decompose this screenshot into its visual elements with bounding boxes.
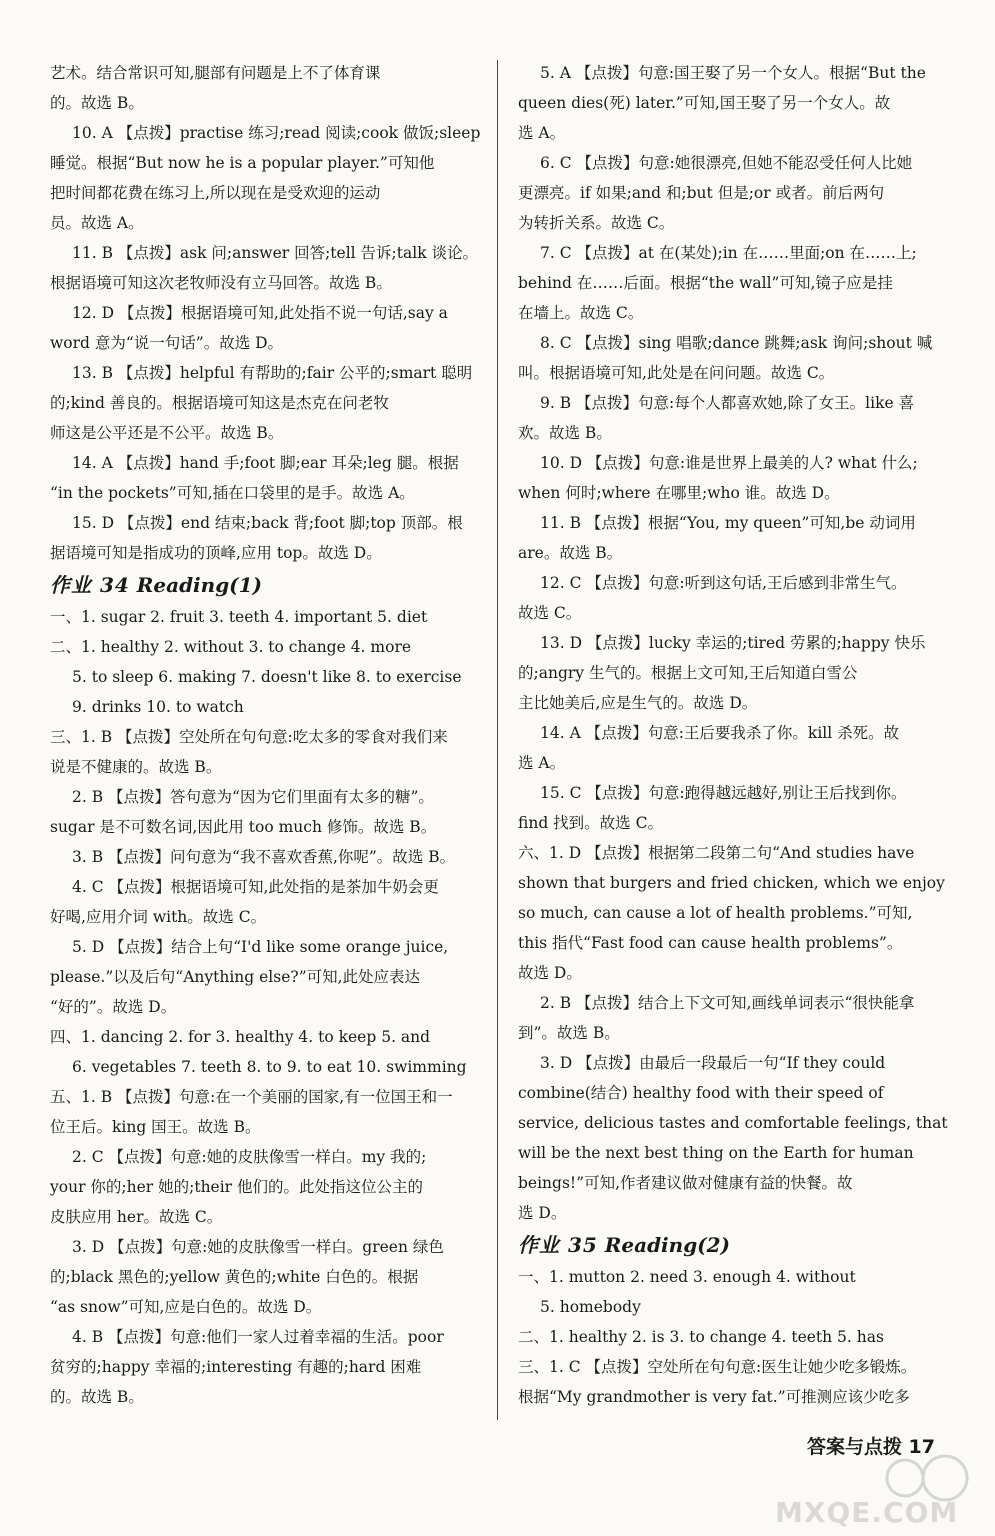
answer-line: queen dies(死) later.”可知,国王娶了另一个女人。故 bbox=[518, 94, 891, 112]
section-title: Reading(2) bbox=[604, 1233, 731, 1257]
answer-line: 睡觉。根据“But now he is a popular player.”可知他 bbox=[50, 154, 435, 172]
answer-line: 三、1. C 【点拨】空处所在句句意:医生让她少吃多锻炼。 bbox=[518, 1358, 917, 1376]
answer-line: behind 在……后面。根据“the wall”可知,镜子应是挂 bbox=[518, 274, 893, 292]
answer-line: 6. vegetables 7. teeth 8. to 9. to eat 10. swimming bbox=[72, 1058, 467, 1076]
page-footer: 答案与点拨 17 bbox=[806, 1436, 935, 1458]
answer-line: 3. D 【点拨】句意:她的皮肤像雪一样白。green 绿色 bbox=[72, 1238, 444, 1256]
watermark-text: MXQE.COM bbox=[775, 1496, 959, 1529]
answer-line: 三、1. B 【点拨】空处所在句句意:吃太多的零食对我们来 bbox=[50, 728, 448, 746]
answer-line: 6. C 【点拨】句意:她很漂亮,但她不能忍受任何人比她 bbox=[540, 154, 913, 172]
answer-line: 根据“My grandmother is very fat.”可推测应该少吃多 bbox=[518, 1388, 910, 1406]
answer-line: 15. C 【点拨】句意:跑得越远越好,别让王后找到你。 bbox=[540, 784, 907, 802]
answer-line: 二、1. healthy 2. without 3. to change 4. more bbox=[50, 638, 412, 656]
answer-line: 皮肤应用 her。故选 C。 bbox=[50, 1208, 223, 1226]
answer-line: service, delicious tastes and comfortable feelings, that bbox=[518, 1114, 948, 1132]
answer-line: 贫穷的;happy 幸福的;interesting 有趣的;hard 困难 bbox=[50, 1358, 422, 1376]
answer-line: combine(结合) healthy food with their speed of bbox=[518, 1084, 884, 1102]
answer-line: 14. A 【点拨】句意:王后要我杀了你。kill 杀死。故 bbox=[540, 724, 900, 742]
answer-line: your 你的;her 她的;their 他们的。此处指这位公主的 bbox=[50, 1178, 424, 1196]
answer-line: 10. A 【点拨】practise 练习;read 阅读;cook 做饭;sleep bbox=[72, 124, 481, 142]
watermark-logo bbox=[775, 1452, 975, 1528]
answer-line: 更漂亮。if 如果;and 和;but 但是;or 或者。前后两句 bbox=[518, 184, 885, 202]
answer-line: 员。故选 A。 bbox=[50, 214, 144, 232]
answer-line: 故选 C。 bbox=[518, 604, 582, 622]
answer-line: 10. D 【点拨】句意:谁是世界上最美的人? what 什么; bbox=[540, 454, 918, 472]
answer-line: “as snow”可知,应是白色的。故选 D。 bbox=[50, 1298, 322, 1316]
answer-line: 在墙上。故选 C。 bbox=[518, 304, 644, 322]
answer-line: 2. C 【点拨】句意:她的皮肤像雪一样白。my 我的; bbox=[72, 1148, 427, 1166]
answer-line: when 何时;where 在哪里;who 谁。故选 D。 bbox=[518, 484, 840, 502]
answer-line: 师这是公平还是不公平。故选 B。 bbox=[50, 424, 284, 442]
answer-line: 13. D 【点拨】lucky 幸运的;tired 劳累的;happy 快乐 bbox=[540, 634, 926, 652]
answer-line: this 指代“Fast food can cause health problems”。 bbox=[518, 934, 903, 952]
answer-line: 五、1. B 【点拨】句意:在一个美丽的国家,有一位国王和一 bbox=[50, 1088, 453, 1106]
section-title: Reading(1) bbox=[136, 573, 263, 597]
answer-line: 一、1. mutton 2. need 3. enough 4. without bbox=[518, 1268, 856, 1286]
answer-line: 的。故选 B。 bbox=[50, 94, 144, 112]
answer-line: will be the next best thing on the Earth for human bbox=[518, 1144, 914, 1162]
answer-line: 5. to sleep 6. making 7. doesn't like 8. to exercise bbox=[72, 668, 462, 686]
answer-line: 5. D 【点拨】结合上句“I'd like some orange juice, bbox=[72, 938, 449, 956]
answer-line: 好喝,应用介词 with。故选 C。 bbox=[50, 908, 267, 926]
answer-line: 15. D 【点拨】end 结束;back 背;foot 脚;top 顶部。根 bbox=[72, 514, 463, 532]
answer-line: 11. B 【点拨】ask 问;answer 回答;tell 告诉;talk 谈论。 bbox=[72, 244, 479, 262]
answer-line: “in the pockets”可知,插在口袋里的是手。故选 A。 bbox=[50, 484, 415, 502]
answer-line: 到”。故选 B。 bbox=[518, 1024, 620, 1042]
answer-line: 六、1. D 【点拨】根据第二段第二句“And studies have bbox=[518, 844, 915, 862]
answer-line: 的;angry 生气的。根据上文可知,王后知道白雪公 bbox=[518, 664, 858, 682]
answer-line: 选 A。 bbox=[518, 754, 566, 772]
answer-line: please.”以及后句“Anything else?”可知,此处应表达 bbox=[50, 968, 421, 986]
answer-line: 8. C 【点拨】sing 唱歌;dance 跳舞;ask 询问;shout 喊 bbox=[540, 334, 933, 352]
answer-line: so much, can cause a lot of health problems.”可知, bbox=[518, 904, 913, 922]
answer-line: 主比她美后,应是生气的。故选 D。 bbox=[518, 694, 758, 712]
answer-line: sugar 是不可数名词,因此用 too much 修饰。故选 B。 bbox=[50, 818, 437, 836]
left-column bbox=[50, 58, 482, 1412]
answer-line: 把时间都花费在练习上,所以现在是受欢迎的运动 bbox=[50, 184, 381, 202]
answer-line: 3. B 【点拨】问句意为“我不喜欢香蕉,你呢”。故选 B。 bbox=[72, 848, 456, 866]
answer-line: 4. B 【点拨】句意:他们一家人过着幸福的生活。poor bbox=[72, 1328, 444, 1346]
answer-line: “好的”。故选 D。 bbox=[50, 998, 177, 1016]
answer-line: 故选 D。 bbox=[518, 964, 582, 982]
answer-line: 艺术。结合常识可知,腿部有问题是上不了体育课 bbox=[50, 64, 381, 82]
right-column bbox=[518, 58, 950, 1412]
answer-line: find 找到。故选 C。 bbox=[518, 814, 663, 832]
answer-line: 12. D 【点拨】根据语境可知,此处指不说一句话,say a bbox=[72, 304, 448, 322]
answer-line: 选 A。 bbox=[518, 124, 566, 142]
answer-line: 12. C 【点拨】句意:听到这句话,王后感到非常生气。 bbox=[540, 574, 907, 592]
answer-line: 一、1. sugar 2. fruit 3. teeth 4. important 5. diet bbox=[50, 608, 428, 626]
answer-line: 3. D 【点拨】由最后一段最后一句“If they could bbox=[540, 1054, 886, 1072]
answer-line: 13. B 【点拨】helpful 有帮助的;fair 公平的;smart 聪明 bbox=[72, 364, 473, 382]
answer-line: 说是不健康的。故选 B。 bbox=[50, 758, 222, 776]
answer-line: 选 D。 bbox=[518, 1204, 567, 1222]
section-heading bbox=[518, 1228, 950, 1262]
answer-line: 位王后。king 国王。故选 B。 bbox=[50, 1118, 261, 1136]
answer-line: 7. C 【点拨】at 在(某处);in 在……里面;on 在……上; bbox=[540, 244, 917, 262]
answer-line: 的;kind 善良的。根据语境可知这是杰克在问老牧 bbox=[50, 394, 389, 412]
answer-line: 的;black 黑色的;yellow 黄色的;white 白色的。根据 bbox=[50, 1268, 419, 1286]
section-heading bbox=[50, 568, 482, 602]
answer-line: 四、1. dancing 2. for 3. healthy 4. to keep 5. and bbox=[50, 1028, 431, 1046]
section-label: 作业 34 bbox=[50, 573, 130, 597]
answer-line: 4. C 【点拨】根据语境可知,此处指的是茶加牛奶会更 bbox=[72, 878, 439, 896]
column-divider bbox=[497, 60, 498, 1420]
answer-line: 2. B 【点拨】答句意为“因为它们里面有太多的糖”。 bbox=[72, 788, 434, 806]
answer-line: 为转折关系。故选 C。 bbox=[518, 214, 675, 232]
answer-line: 11. B 【点拨】根据“You, my queen”可知,be 动词用 bbox=[540, 514, 916, 532]
answer-line: 据语境可知是指成功的顶峰,应用 top。故选 D。 bbox=[50, 544, 382, 562]
answer-line: 5. A 【点拨】句意:国王娶了另一个女人。根据“But the bbox=[540, 64, 926, 82]
section-label: 作业 35 bbox=[518, 1233, 598, 1257]
answer-line: 欢。故选 B。 bbox=[518, 424, 612, 442]
answer-line: 2. B 【点拨】结合上下文可知,画线单词表示“很快能拿 bbox=[540, 994, 915, 1012]
answer-line: 根据语境可知这次老牧师没有立马回答。故选 B。 bbox=[50, 274, 392, 292]
answer-line: 9. drinks 10. to watch bbox=[72, 698, 244, 716]
answer-line: 5. homebody bbox=[540, 1298, 641, 1316]
answer-line: beings!”可知,作者建议做对健康有益的快餐。故 bbox=[518, 1174, 853, 1192]
answer-line: word 意为“说一句话”。故选 D。 bbox=[50, 334, 284, 352]
answer-line: are。故选 B。 bbox=[518, 544, 623, 562]
answer-line: 二、1. healthy 2. is 3. to change 4. teeth 5. has bbox=[518, 1328, 884, 1346]
answer-line: shown that burgers and fried chicken, which we enjoy bbox=[518, 874, 945, 892]
answer-line: 14. A 【点拨】hand 手;foot 脚;ear 耳朵;leg 腿。根据 bbox=[72, 454, 459, 472]
answer-line: 的。故选 B。 bbox=[50, 1388, 144, 1406]
answer-line: 9. B 【点拨】句意:每个人都喜欢她,除了女王。like 喜 bbox=[540, 394, 915, 412]
answer-line: 叫。根据语境可知,此处是在问问题。故选 C。 bbox=[518, 364, 835, 382]
